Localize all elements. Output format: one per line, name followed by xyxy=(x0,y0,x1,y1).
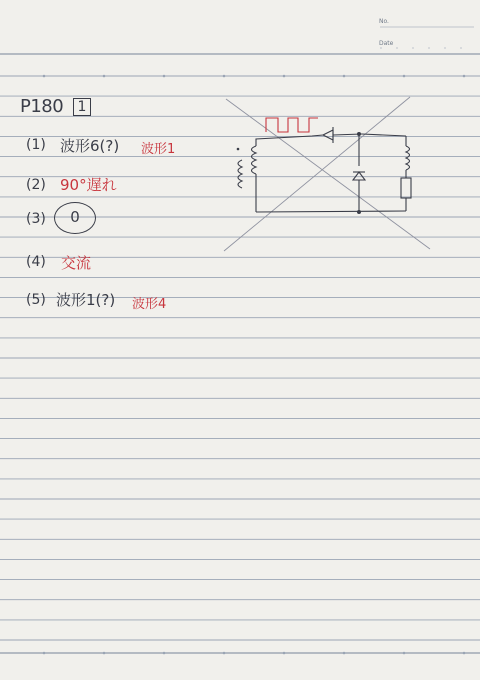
answer-3-number: (3) xyxy=(26,211,46,227)
answer-5-correction: 波形4 xyxy=(132,297,167,312)
answer-2-text: 90°遅れ xyxy=(60,176,117,194)
answer-5-number: (5) xyxy=(26,292,46,308)
answer-3-circled-text: 0 xyxy=(54,202,96,234)
answer-5-text: 波形1(?) xyxy=(56,291,116,309)
answer-1-correction: 波形1 xyxy=(141,142,176,157)
answer-2-number: (2) xyxy=(26,177,46,193)
answer-4-text: 交流 xyxy=(61,254,92,272)
page-reference: P180 xyxy=(20,96,64,117)
square-wave-icon xyxy=(266,118,318,132)
header-no-label: No. xyxy=(379,18,389,25)
header-date-label: Date xyxy=(379,40,394,47)
answer-1-number: (1) xyxy=(26,137,46,153)
problem-number-box: 1 xyxy=(73,98,91,116)
answer-4-number: (4) xyxy=(26,254,46,270)
answer-1-text: 波形6(?) xyxy=(60,137,120,155)
